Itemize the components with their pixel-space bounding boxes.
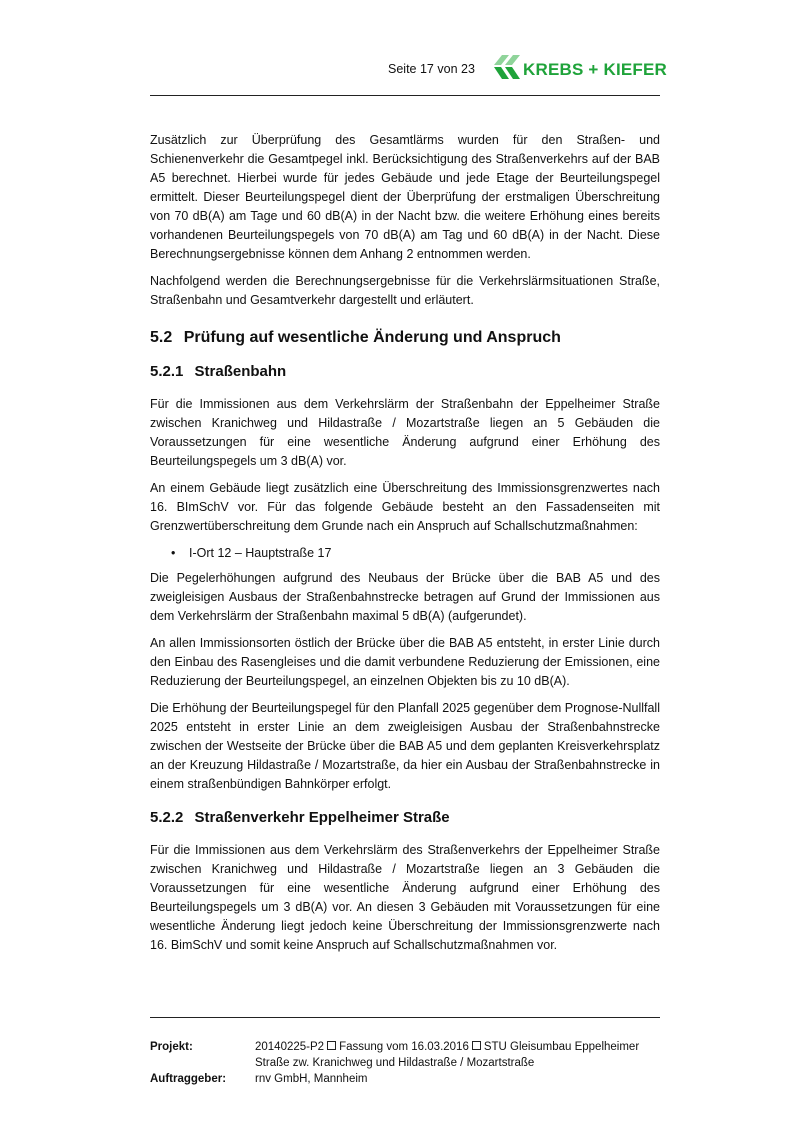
page-total: 23	[461, 62, 475, 76]
section-number: 5.2	[150, 329, 173, 346]
paragraph: Zusätzlich zur Überprüfung des Gesamtlärms wurden für den Straßen- und Schienenverkehr die Gesamtpegel inkl. Berücksichtigung des Straßenverkehrs auf der BAB A5 berechnet. Hierbei wurde für jedes Gebäude und jede Etage der Beurteilungspegel ermittelt. Dieser Beurteilungspegel dient der Überprüfung der erstmaligen Überschreitung von 70 dB(A) am Tage und 60 dB(A) in der Nacht bzw. die weitere Erhöhung eines bereits vorhandenen Beurteilungspegels von 70 dB(A) am Tag und 60 dB(A) in der Nacht. Diese Berechnungsergebnisse können dem Anhang 2 entnommen werden.	[150, 133, 660, 261]
company-logo	[492, 53, 668, 83]
page-number	[388, 62, 475, 76]
project-value	[255, 1039, 660, 1071]
logo-chevron-icon	[492, 55, 522, 83]
project-version: Fassung vom 16.03.2016	[339, 1041, 469, 1053]
client-label: Auftraggeber:	[150, 1073, 227, 1085]
paragraph: Für die Immissionen aus dem Verkehrslärm der Straßenbahn der Eppelheimer Straße zwischen Kranichweg und Hildastraße / Mozartstraße liegen an 5 Gebäuden die Voraussetzungen für eine wesentliche Änderung aufgrund einer Erhöhung des Beurteilungspegels um 3 dB(A) vor.	[150, 397, 660, 468]
page-footer	[150, 1039, 660, 1087]
project-title: STU Gleisumbau Eppelheimer Straße zw. Kranichweg und Hildastraße / Mozartstraße	[255, 1041, 640, 1069]
section-heading-5-2	[150, 328, 660, 348]
page-header	[150, 50, 668, 95]
paragraph: Für die Immissionen aus dem Verkehrslärm des Straßenverkehrs der Eppelheimer Straße zwischen Kranichweg und Hildastraße / Mozartstraße liegen an 3 Gebäuden die Voraussetzungen für eine wesentliche Änderung aufgrund einer Erhöhung des Beurteilungspegels um 3 dB(A) vor. An diesen 3 Gebäuden mit Voraussetzungen für eine wesentliche Änderung liegt jedoch keine Überschreitung der Immissionsgrenzwerte nach 16. BimSchV und somit keine Anspruch auf Schallschutzmaßnahmen vor.	[150, 843, 660, 952]
page-prefix: Seite	[388, 62, 417, 76]
section-title: Prüfung auf wesentliche Änderung und Anspruch	[183, 329, 561, 346]
list-item	[171, 544, 660, 563]
paragraph: An allen Immissionsorten östlich der Brücke über die BAB A5 entsteht, in erster Linie durch den Einbau des Rasengleises und die damit verbundene Reduzierung der Emissionen, eine Reduzierung der Beurteilungspegel, an einzelnen Objekten bis zu 10 dB(A).	[150, 636, 660, 688]
paragraph: Nachfolgend werden die Berechnungsergebnisse für die Verkehrslärmsituationen Straße, Straßenbahn und Gesamtverkehr dargestellt und erläutert.	[150, 274, 660, 307]
paragraph: Die Erhöhung der Beurteilungspegel für den Planfall 2025 gegenüber dem Prognose-Nullfall 2025 entsteht in erster Linie an dem zweigleisigen Ausbau der Straßenbahnstrecke zwischen der Westseite der Brücke über die BAB A5 und dem geplanten Kreisverkehrsplatz an der Kreuzung Hildastraße / Mozartstraße, da hier ein Ausbau der Straßenbahnstrecke in einem straßenbündigen Bahnkörper erfolgt.	[150, 701, 660, 791]
footer-divider	[150, 1017, 660, 1018]
paragraph: An einem Gebäude liegt zusätzlich eine Überschreitung des Immissionsgrenzwertes nach 16. BImSchV vor. Für das folgende Gebäude besteht an den Fassadenseiten mit Grenzwertüberschreitung dem Grunde nach ein Anspruch auf Schallschutzmaßnahmen:	[150, 481, 660, 533]
paragraph: Die Pegelerhöhungen aufgrund des Neubaus der Brücke über die BAB A5 und des zweigleisigen Ausbaus der Straßenbahnstrecke betragen auf Grund der Immissionen aus dem Verkehrslärm der Straßenbahn maximal 5 dB(A) (aufgerundet).	[150, 571, 660, 623]
page-current: 17	[419, 62, 434, 76]
section-heading-5-2-2	[150, 808, 660, 828]
bullet-icon: •	[171, 546, 176, 560]
section-number: 5.2.2	[150, 809, 184, 826]
footer-client-row	[150, 1071, 660, 1087]
document-body	[150, 131, 660, 963]
footer-project-row	[150, 1039, 660, 1071]
project-number: 20140225-P2	[255, 1041, 325, 1053]
square-separator-icon	[327, 1041, 336, 1050]
list-item-text: I-Ort 12 – Hauptstraße 17	[189, 546, 332, 560]
client-value: rnv GmbH, Mannheim	[255, 1073, 368, 1085]
square-separator-icon	[472, 1041, 481, 1050]
section-heading-5-2-1	[150, 362, 660, 382]
section-title: Straßenbahn	[194, 363, 287, 380]
page-sep: von	[437, 62, 458, 76]
header-divider	[150, 95, 660, 96]
bullet-list	[150, 544, 660, 563]
logo-text: KREBS + KIEFER	[523, 60, 668, 79]
section-title: Straßenverkehr Eppelheimer Straße	[194, 809, 450, 826]
project-label: Projekt:	[150, 1041, 193, 1053]
section-number: 5.2.1	[150, 363, 184, 380]
